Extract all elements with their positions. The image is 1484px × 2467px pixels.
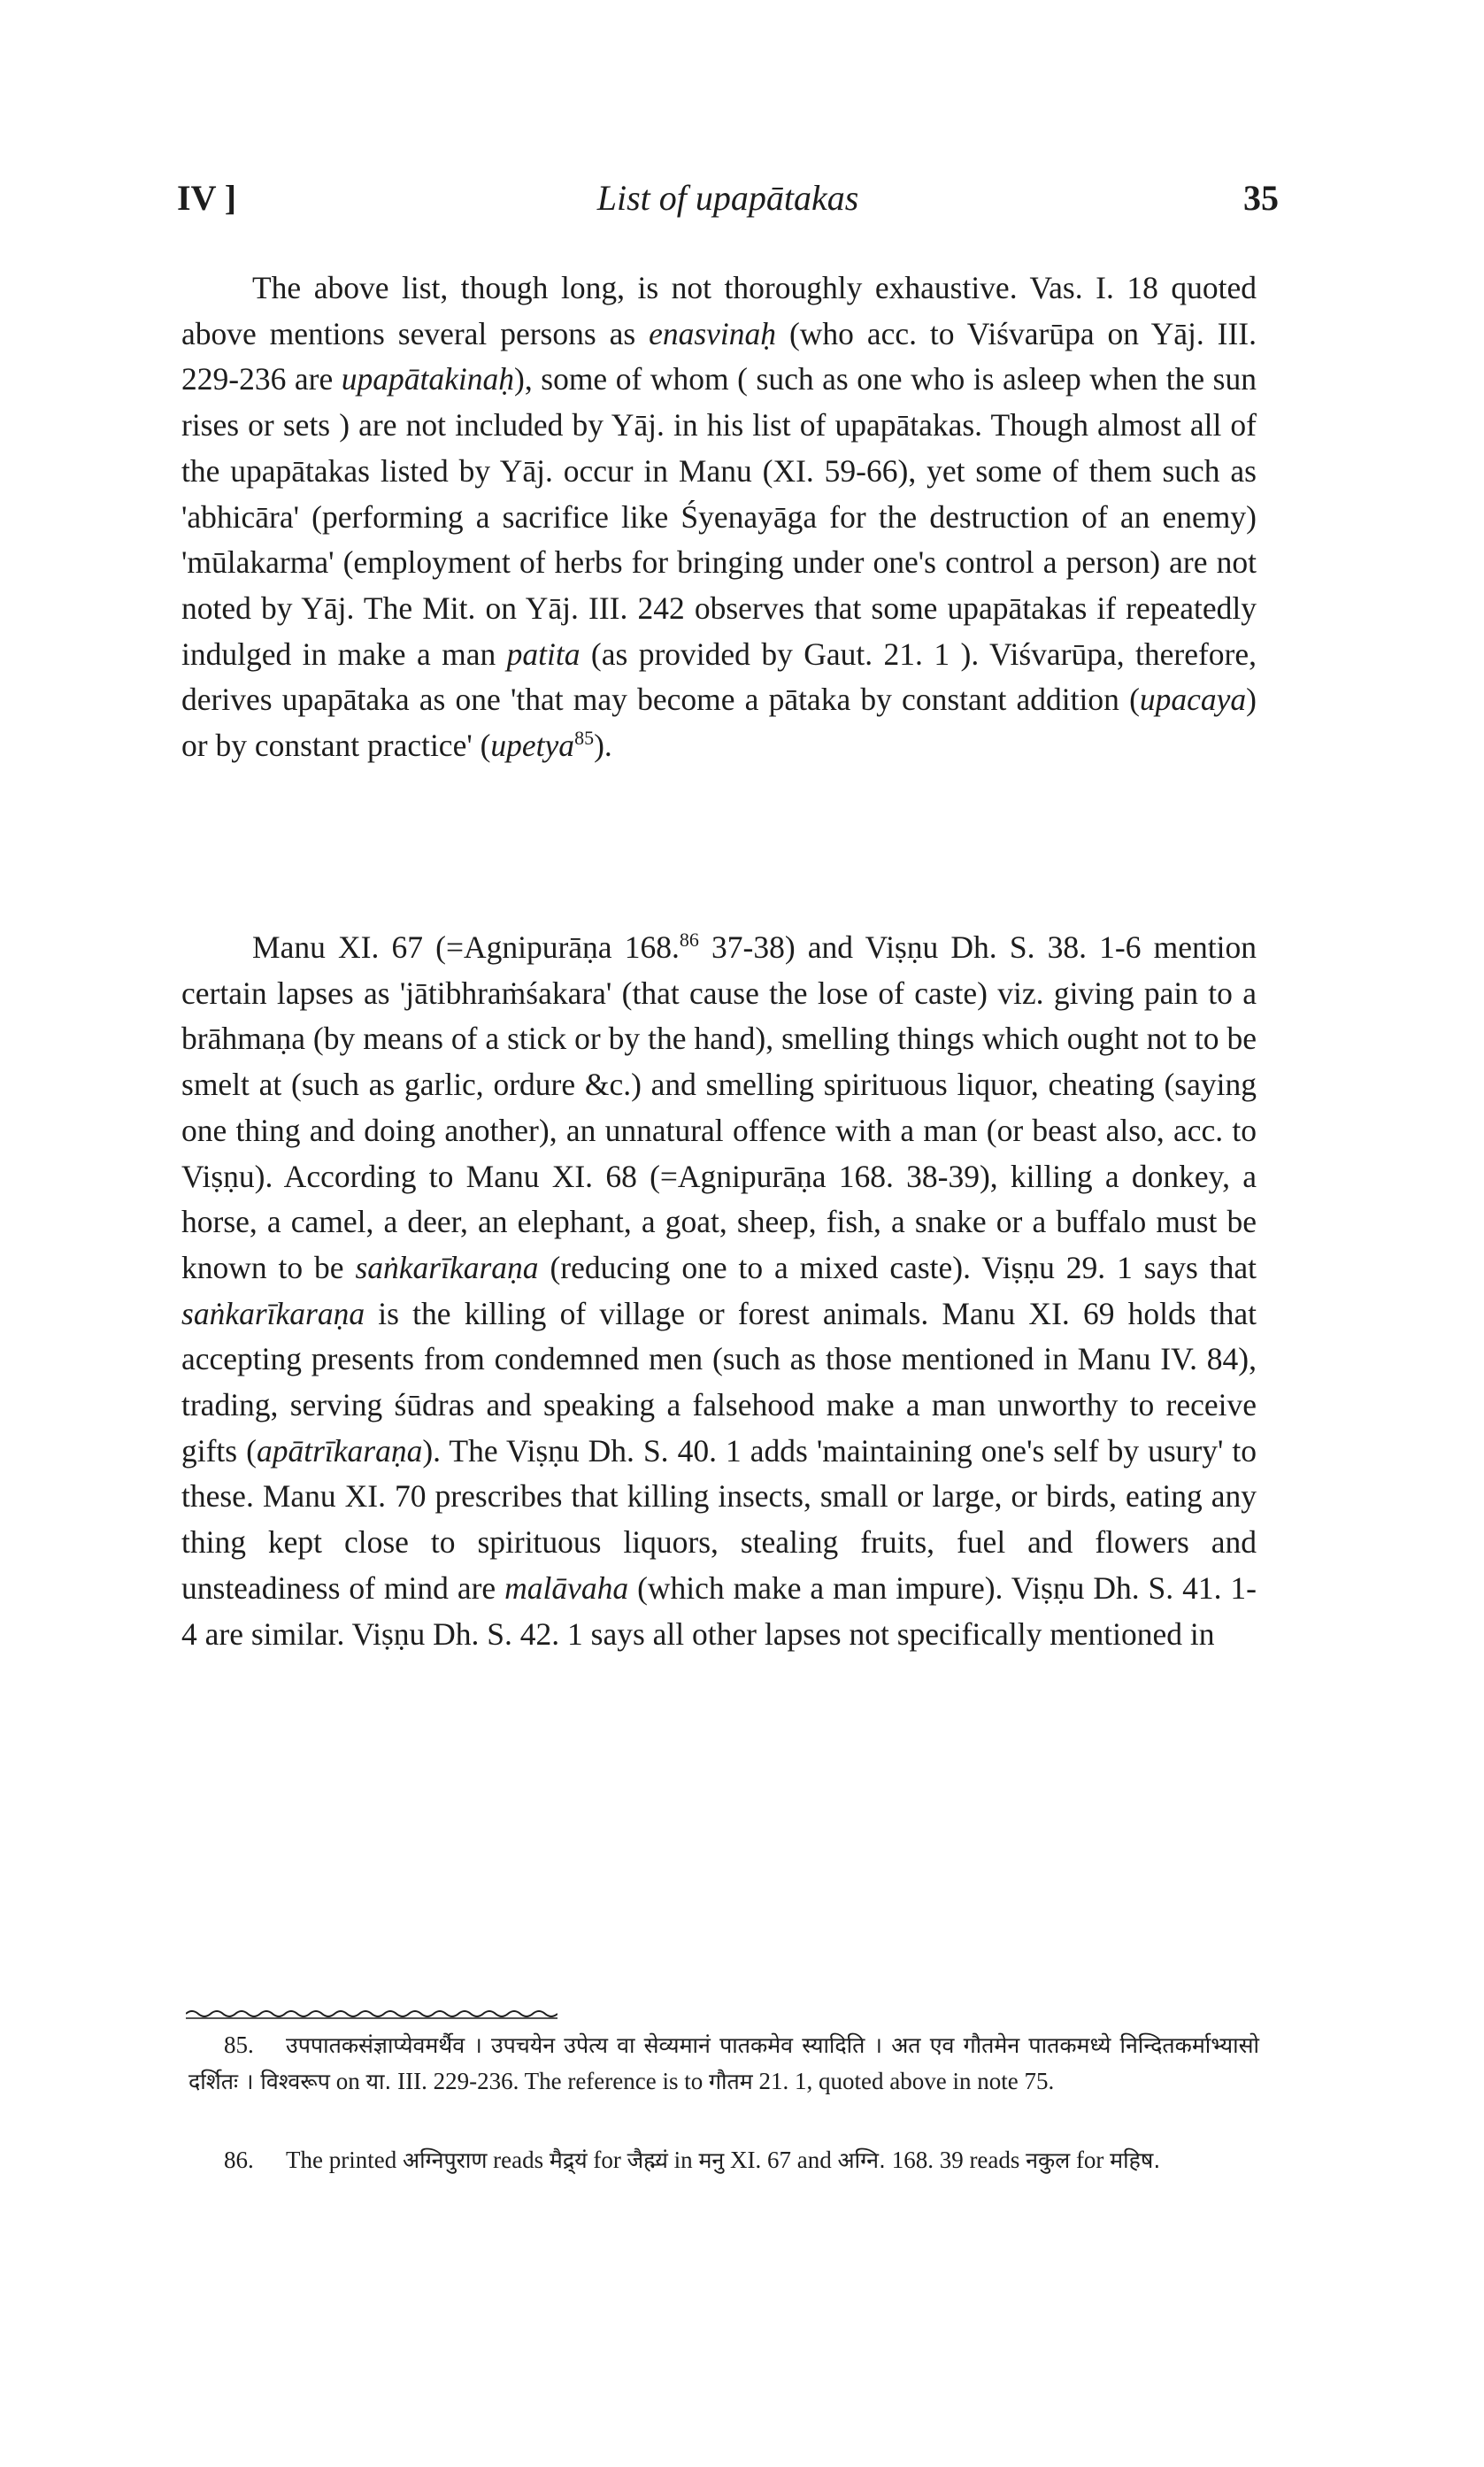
running-header (177, 177, 1279, 230)
sanskrit-text: जैह्म्यं (627, 2147, 668, 2173)
italic-term: saṅkarīkaraṇa (355, 1249, 539, 1285)
running-title: List of upapātakas (596, 178, 859, 218)
page-number: 35 (1243, 178, 1279, 218)
text-run: ). The Viṣṇu Dh. S. 40. 1 adds 'maintaining one's self by usury' to these. Manu XI. 70 prescribes that killing insects, small or large, or birds, eating any thing kept close to spirituous liquors, stealing fruits, fuel and flowers and unsteadiness of mind are (181, 1432, 1257, 1606)
footnote-ref-85: 85 (574, 727, 595, 750)
footnote-separator (186, 2006, 557, 2022)
text-run: The printed (286, 2147, 403, 2173)
chapter-marker: IV ] (177, 178, 237, 218)
sanskrit-text: मनु (698, 2147, 725, 2173)
paragraph-jatibhramsakara (181, 925, 1257, 1657)
paragraph-upapataka-list (181, 266, 1257, 769)
footnote-number: 85. (224, 2031, 254, 2058)
sanskrit-text: नकुल (1026, 2147, 1071, 2173)
text-run: XI. 67 and (724, 2147, 838, 2173)
footnote-number: 86. (224, 2147, 254, 2173)
italic-term: saṅkarīkaraṇa (181, 1295, 365, 1331)
text-run: (reducing one to a mixed caste). Viṣṇu 29. 1 says that (538, 1249, 1257, 1285)
text-run: 37-38) and Viṣṇu Dh. S. 38. 1-6 mention certain lapses as 'jātibhraṁśakara' (that cause the lose of caste) viz. giving pain to a brāhmaṇa (by means of a stick or by the hand), smelling things which ought not to be smelt at (such as garlic, ordure &c.) and smelling spirituous liquor, cheating (saying one thing and doing another), an unnatural offence with a man (or beast also, acc. to Viṣṇu). According to Manu XI. 68 (=Agnipurāṇa 168. 38-39), killing a donkey, a horse, a camel, a deer, an elephant, a goat, sheep, fish, a snake or a buffalo must be known to be (181, 929, 1257, 1285)
text-run: ) or by constant practice' ( (181, 682, 1257, 764)
footnote-86-block (188, 2142, 1259, 2186)
text-run: ). (594, 728, 612, 764)
text-run: (as provided by Gaut. 21. 1 ). Viśvarūpa, therefore, derives upapātaka as one 'that may become a pātaka by constant addition ( (181, 636, 1257, 718)
text-run: on (329, 2068, 366, 2094)
italic-term: upetya (490, 728, 575, 764)
italic-term: upacaya (1139, 682, 1247, 718)
sanskrit-text: या. (365, 2069, 392, 2094)
italic-term: malāvaha (504, 1569, 629, 1606)
sanskrit-text: अग्नि. (837, 2147, 886, 2173)
footnote-86 (188, 2142, 1259, 2178)
italic-term: patita (506, 636, 581, 672)
footnote-85 (188, 2027, 1259, 2100)
sanskrit-text: गौतम (708, 2069, 753, 2094)
footnote-ref-86: 86 (679, 929, 699, 952)
italic-term: enasvinaḥ (649, 315, 777, 351)
text-run: in (667, 2147, 699, 2173)
sanskrit-text: उपपातकसंज्ञाप्येवमर्थैव । उपचयेन उपेत्य वा सेव्यमानं पातकमेव स्यादिति । अत एव गौतमेन पातकमध्ये निन्दितकर्माभ्यासो दर्शितः । विश्वरूप (188, 2032, 1259, 2094)
text-run: (which make a man impure). Viṣṇu Dh. S. 41. 1-4 are similar. Viṣṇu Dh. S. 42. 1 says all other lapses not specifically mentioned in (181, 1569, 1257, 1652)
text-run: ), some of whom ( such as one who is asleep when the sun rises or sets ) are not included by Yāj. in his list of upapātakas. Though almost all of the upapātakas listed by Yāj. occur in Manu (XI. 59-66), yet some of them such as 'abhicāra' (performing a sacrifice like Śyenayāga for the destruction of an enemy) 'mūlakarma' (employment of herbs for bringing under one's control a person) are not noted by Yāj. The Mit. on Yāj. III. 242 observes that some upapātakas if repeatedly indulged in make a man (181, 361, 1257, 672)
footnote-85-block (188, 2027, 1259, 2107)
text-run: for (1070, 2147, 1111, 2173)
text-run: The above list, though long, is not thoroughly exhaustive. Vas. I. 18 quoted above mentions several persons as (181, 270, 1257, 351)
sanskrit-text: महिष. (1110, 2147, 1161, 2173)
text-run: III. 229-236. The reference is to (391, 2068, 709, 2094)
text-run: Manu XI. 67 (=Agnipurāṇa 168. (252, 929, 680, 965)
text-run: for (587, 2147, 627, 2173)
text-run: 168. 39 reads (885, 2147, 1026, 2173)
text-run: 21. 1, quoted above in note 75. (752, 2068, 1055, 2094)
sanskrit-text: मैद्र्यं (549, 2147, 588, 2173)
sanskrit-text: अग्निपुराण (402, 2147, 488, 2173)
text-run: is the killing of village or forest animals. Manu XI. 69 holds that accepting presents from condemned men (such as those mentioned in Manu IV. 84), trading, serving śūdras and speaking a falsehood make a man unworthy to receive gifts ( (181, 1295, 1257, 1469)
italic-term: apātrīkaraṇa (256, 1432, 423, 1469)
italic-term: upapātakinaḥ (341, 361, 514, 397)
text-run: reads (487, 2147, 550, 2173)
text-run: (who acc. to Viśvarūpa on Yāj. III. 229-236 are (181, 315, 1257, 397)
